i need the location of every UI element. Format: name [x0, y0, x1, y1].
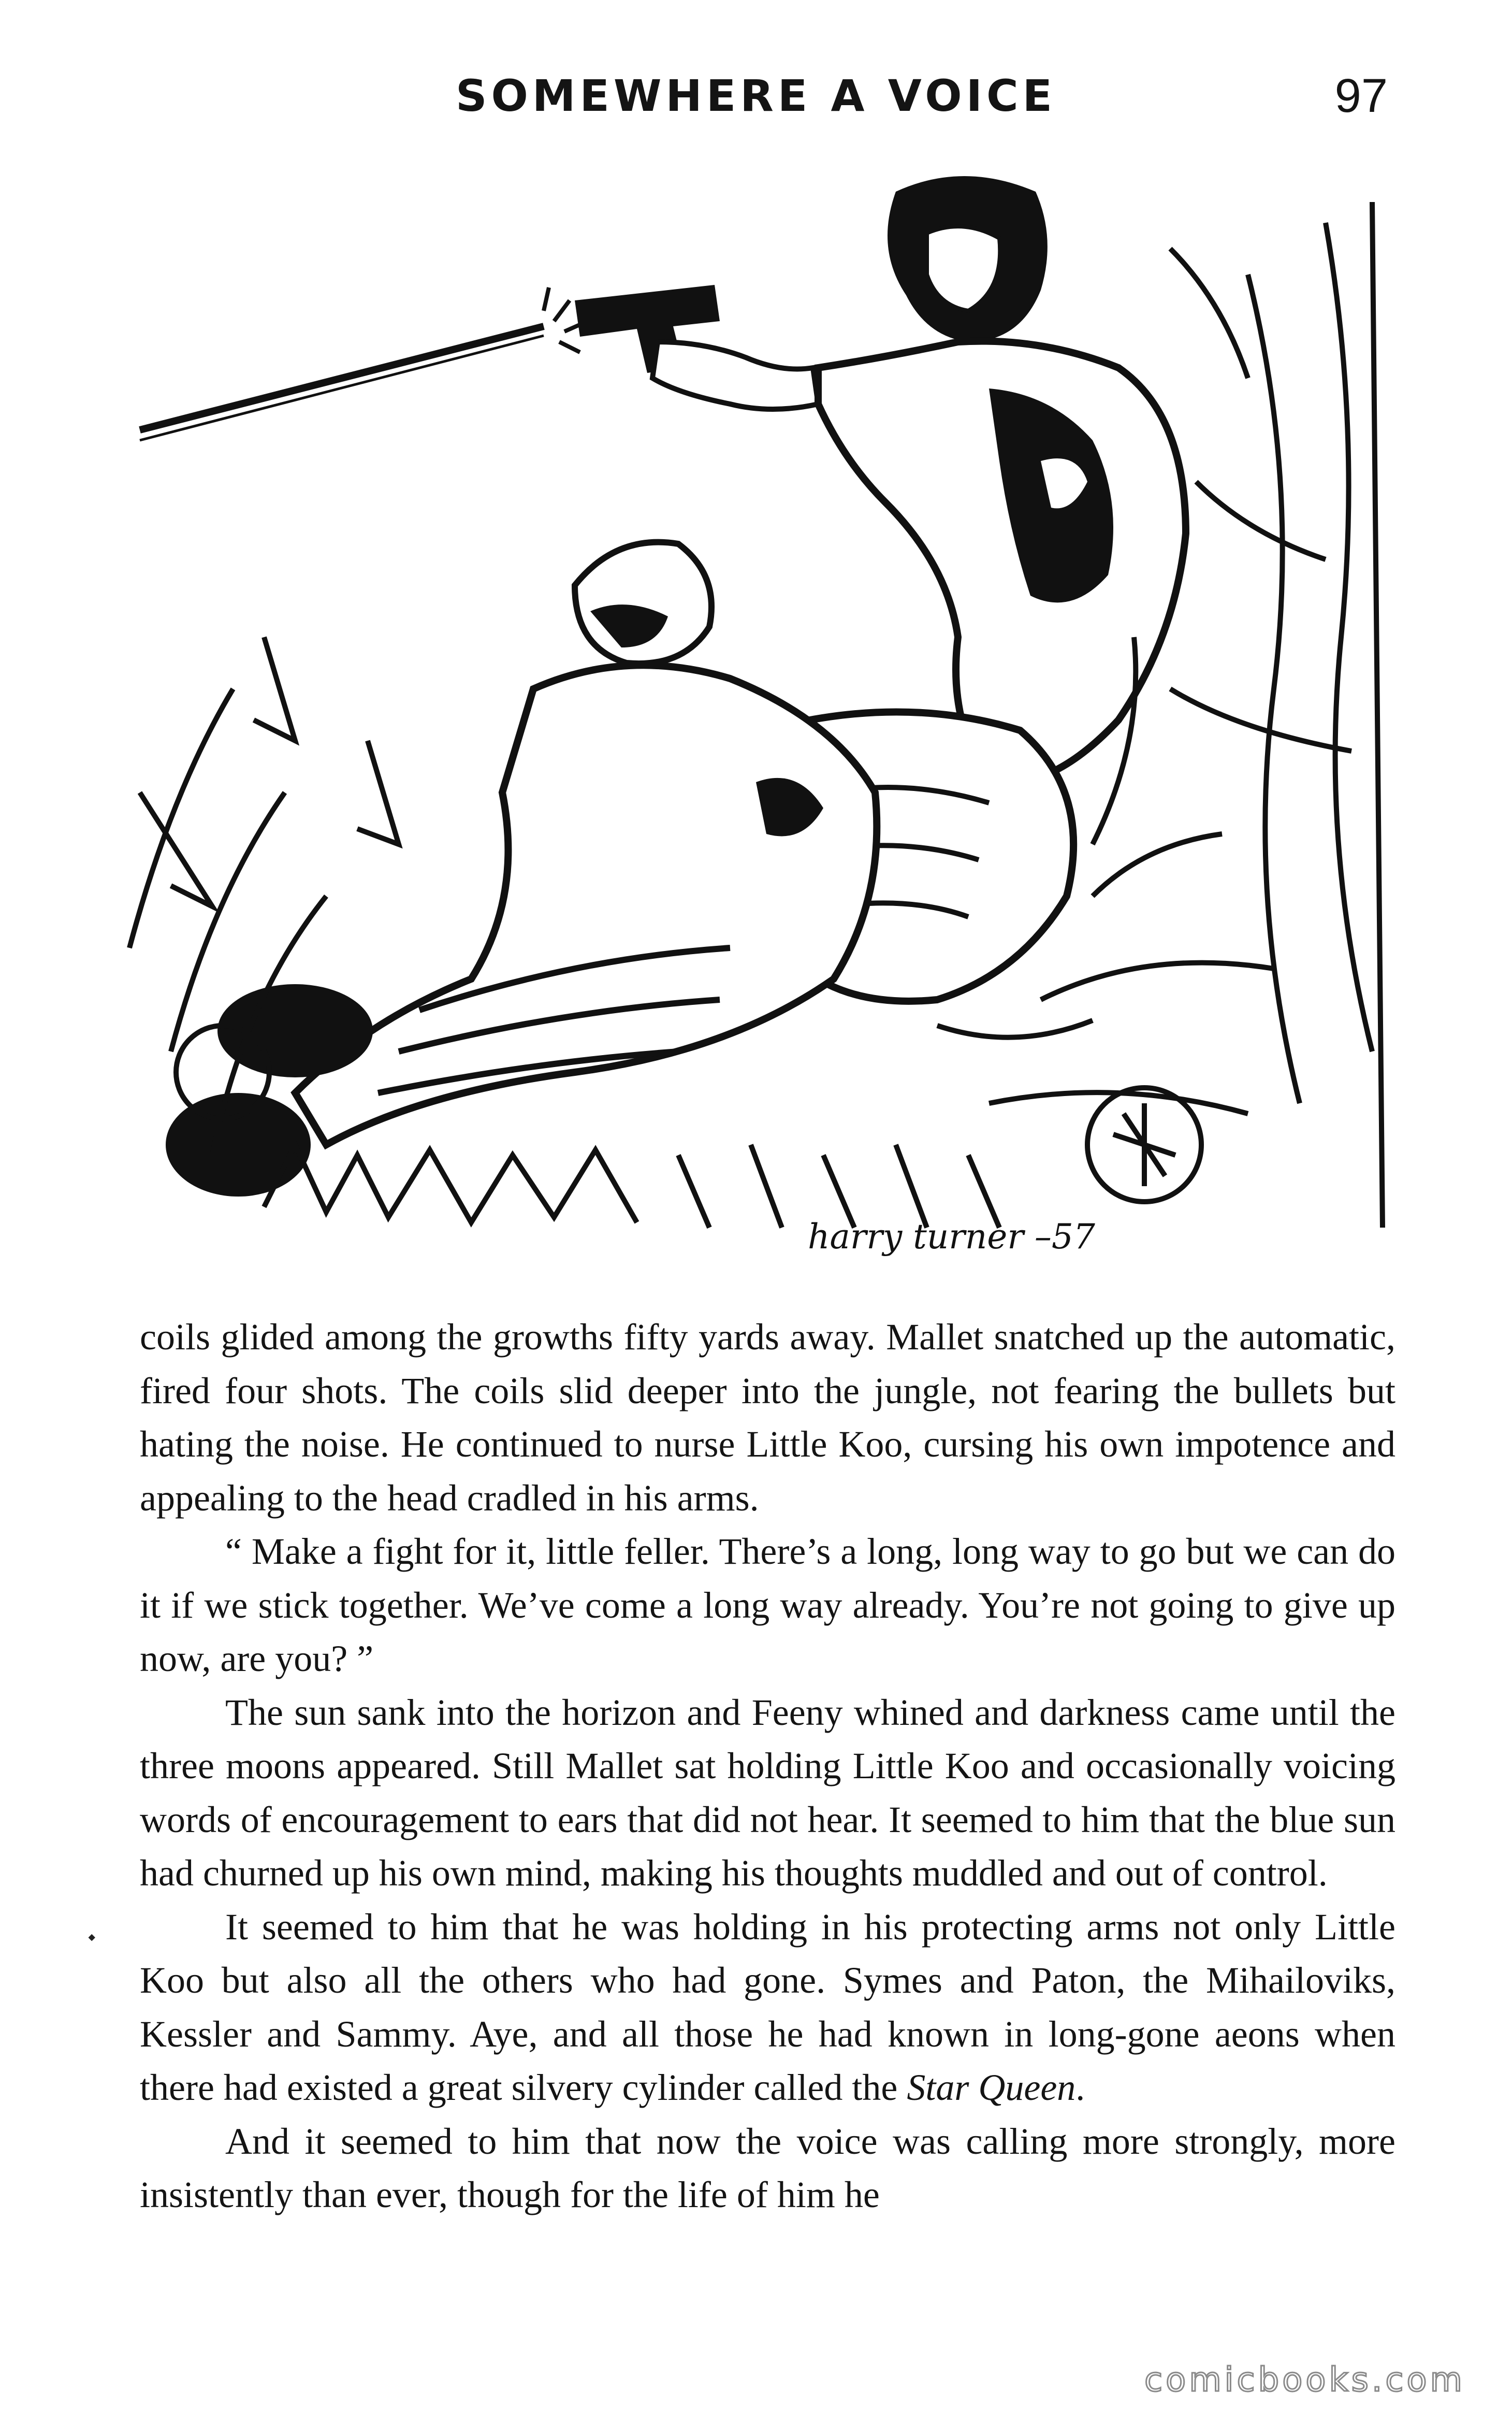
paragraph: [140, 1900, 1395, 2115]
paragraph: And it seemed to him that now the voice was calling more strongly, more insistently than ever, though for the life of him he: [140, 2120, 1395, 2215]
paragraph-text: It seemed to him that he was holding in his protecting arms not only Little Koo but also all the others who had gone. Symes and Paton, the Mihailoviks, Kessler and Sammy. Aye, and all those he had known in long-gone aeons when there had existed a great silvery cylinder called the: [140, 1906, 1395, 2108]
paragraph-text: .: [1075, 2067, 1085, 2108]
pistol-icon: [575, 285, 818, 409]
paragraph: coils glided among the growths fifty yards away. Mallet snatched up the automatic, fired four shots. The coils slid deeper into the jungle, not fearing the bullets but hating the noise. He continued to nurse Little Koo, cursing his own impotence and appealing to the head cradled in his arms.: [140, 1316, 1395, 1519]
page-number: 97: [1334, 69, 1388, 122]
illustration-signature: harry turner –57: [808, 1217, 1095, 1257]
running-title: SOMEWHERE A VOICE: [456, 70, 1056, 121]
watermark: comicbooks.com: [1144, 2361, 1465, 2399]
illustration-drawing: [109, 171, 1414, 1279]
ship-name: Star Queen: [907, 2067, 1076, 2108]
bullet-streak-icon: [140, 287, 588, 440]
injured-figure-icon: [166, 542, 877, 1197]
paragraph: “ Make a fight for it, little feller. There’s a long, long way to go but we can do it if we stick together. We’ve come a long way already. You’re not going to give up now, are you? ”: [140, 1531, 1395, 1679]
paragraph: The sun sank into the horizon and Feeny whined and darkness came until the three moons appeared. Still Mallet sat holding Little Koo and occasionally voicing words of encouragement to ears that did not hear. It seemed to him that the blue sun had churned up his own mind, making his thoughts muddled and out of control.: [140, 1691, 1395, 1894]
body-text: [140, 1310, 1395, 2222]
page-header: [0, 67, 1512, 135]
margin-mark: ⬩: [88, 1925, 96, 1948]
illustration: [109, 171, 1414, 1279]
